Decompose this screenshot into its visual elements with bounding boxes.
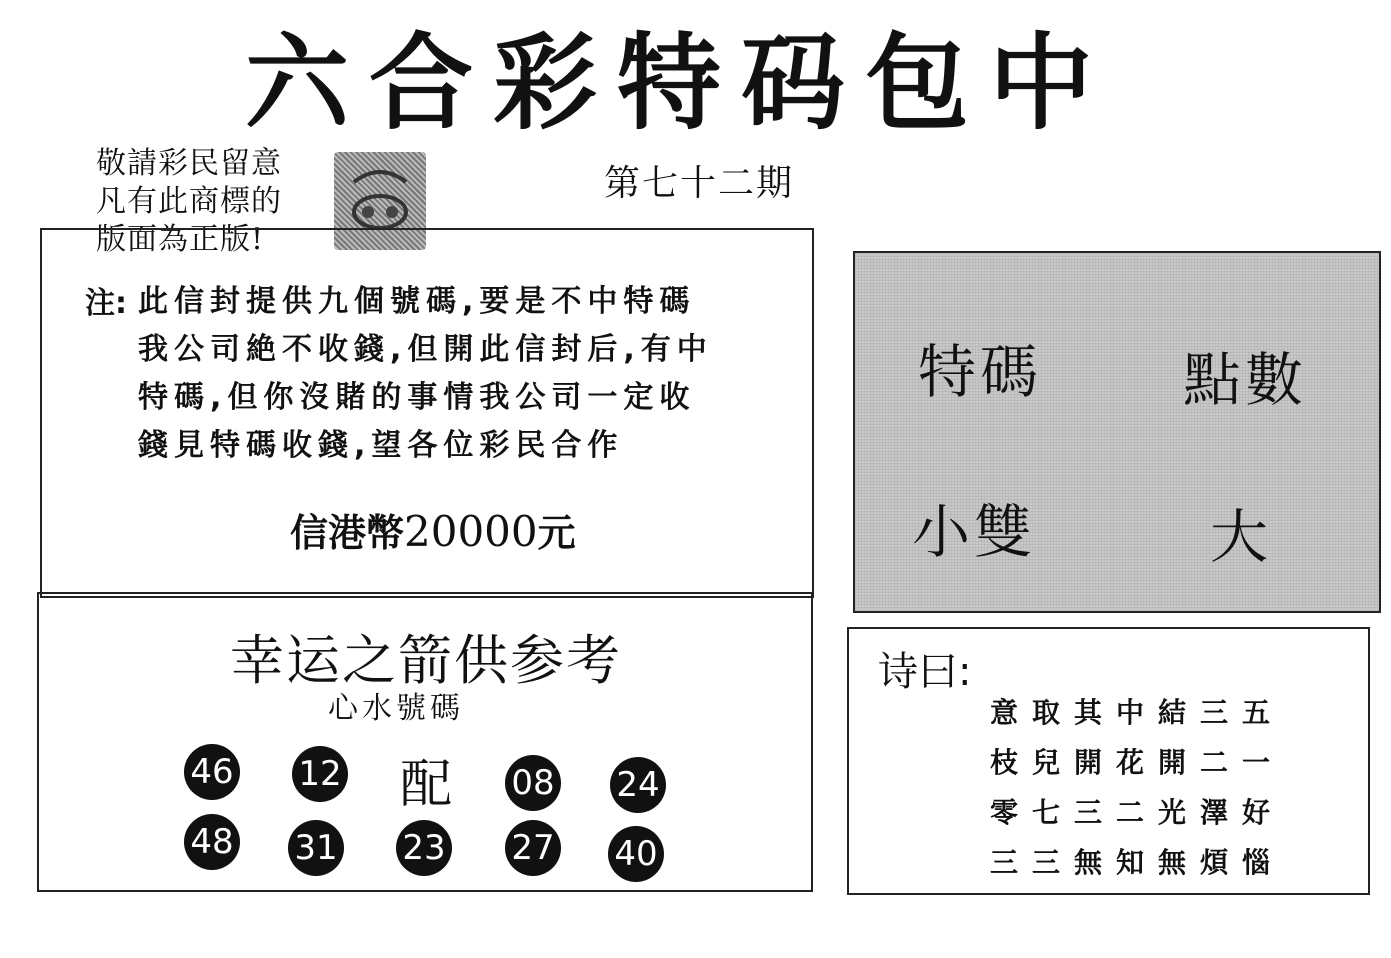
points-label: 點數	[1183, 346, 1308, 414]
note-text	[138, 278, 798, 470]
note-label: 注:	[85, 286, 127, 321]
number-ball: 46	[184, 744, 240, 800]
poem-text	[990, 688, 1284, 888]
notice-line: 敬請彩民留意	[96, 146, 282, 181]
note-line: 特碼,但你沒賭的事情我公司一定收	[138, 380, 696, 415]
issue-number: 第七十二期	[604, 163, 795, 204]
poem-line: 零七三二光澤好	[990, 796, 1285, 829]
lucky-title: 幸运之箭供参考	[230, 629, 622, 692]
number-ball: 27	[505, 820, 561, 876]
notice-line: 凡有此商標的	[96, 184, 282, 219]
number-ball: 12	[292, 746, 348, 802]
note-line: 錢見特碼收錢,望各位彩民合作	[138, 428, 624, 463]
poem-line: 三三無知無煩惱	[990, 846, 1285, 879]
number-ball: 48	[184, 814, 240, 870]
price-amount: 20000	[404, 507, 538, 556]
notice-line: 版面為正版!	[96, 222, 265, 257]
special-number-value: 小雙	[912, 498, 1037, 566]
pair-char: 配	[400, 755, 453, 815]
special-number-label: 特碼	[918, 338, 1043, 406]
number-ball: 23	[396, 820, 452, 876]
lucky-subtitle: 心水號碼	[328, 691, 464, 726]
page-title: 六合彩特码包中	[245, 22, 1114, 144]
number-ball: 24	[610, 757, 666, 813]
number-ball: 40	[608, 826, 664, 882]
poem-line: 枝兒開花開二一	[990, 746, 1285, 779]
poem-label: 诗曰:	[878, 649, 972, 695]
note-line: 此信封提供九個號碼,要是不中特碼	[138, 284, 696, 319]
note-line: 我公司絶不收錢,但開此信封后,有中	[138, 332, 713, 367]
price-unit: 元	[537, 511, 576, 555]
price	[290, 502, 576, 557]
poem-line: 意取其中結三五	[990, 696, 1285, 729]
number-ball: 08	[505, 755, 561, 811]
points-value: 大	[1210, 503, 1273, 571]
number-ball: 31	[288, 820, 344, 876]
price-prefix: 信港幣	[290, 511, 405, 555]
